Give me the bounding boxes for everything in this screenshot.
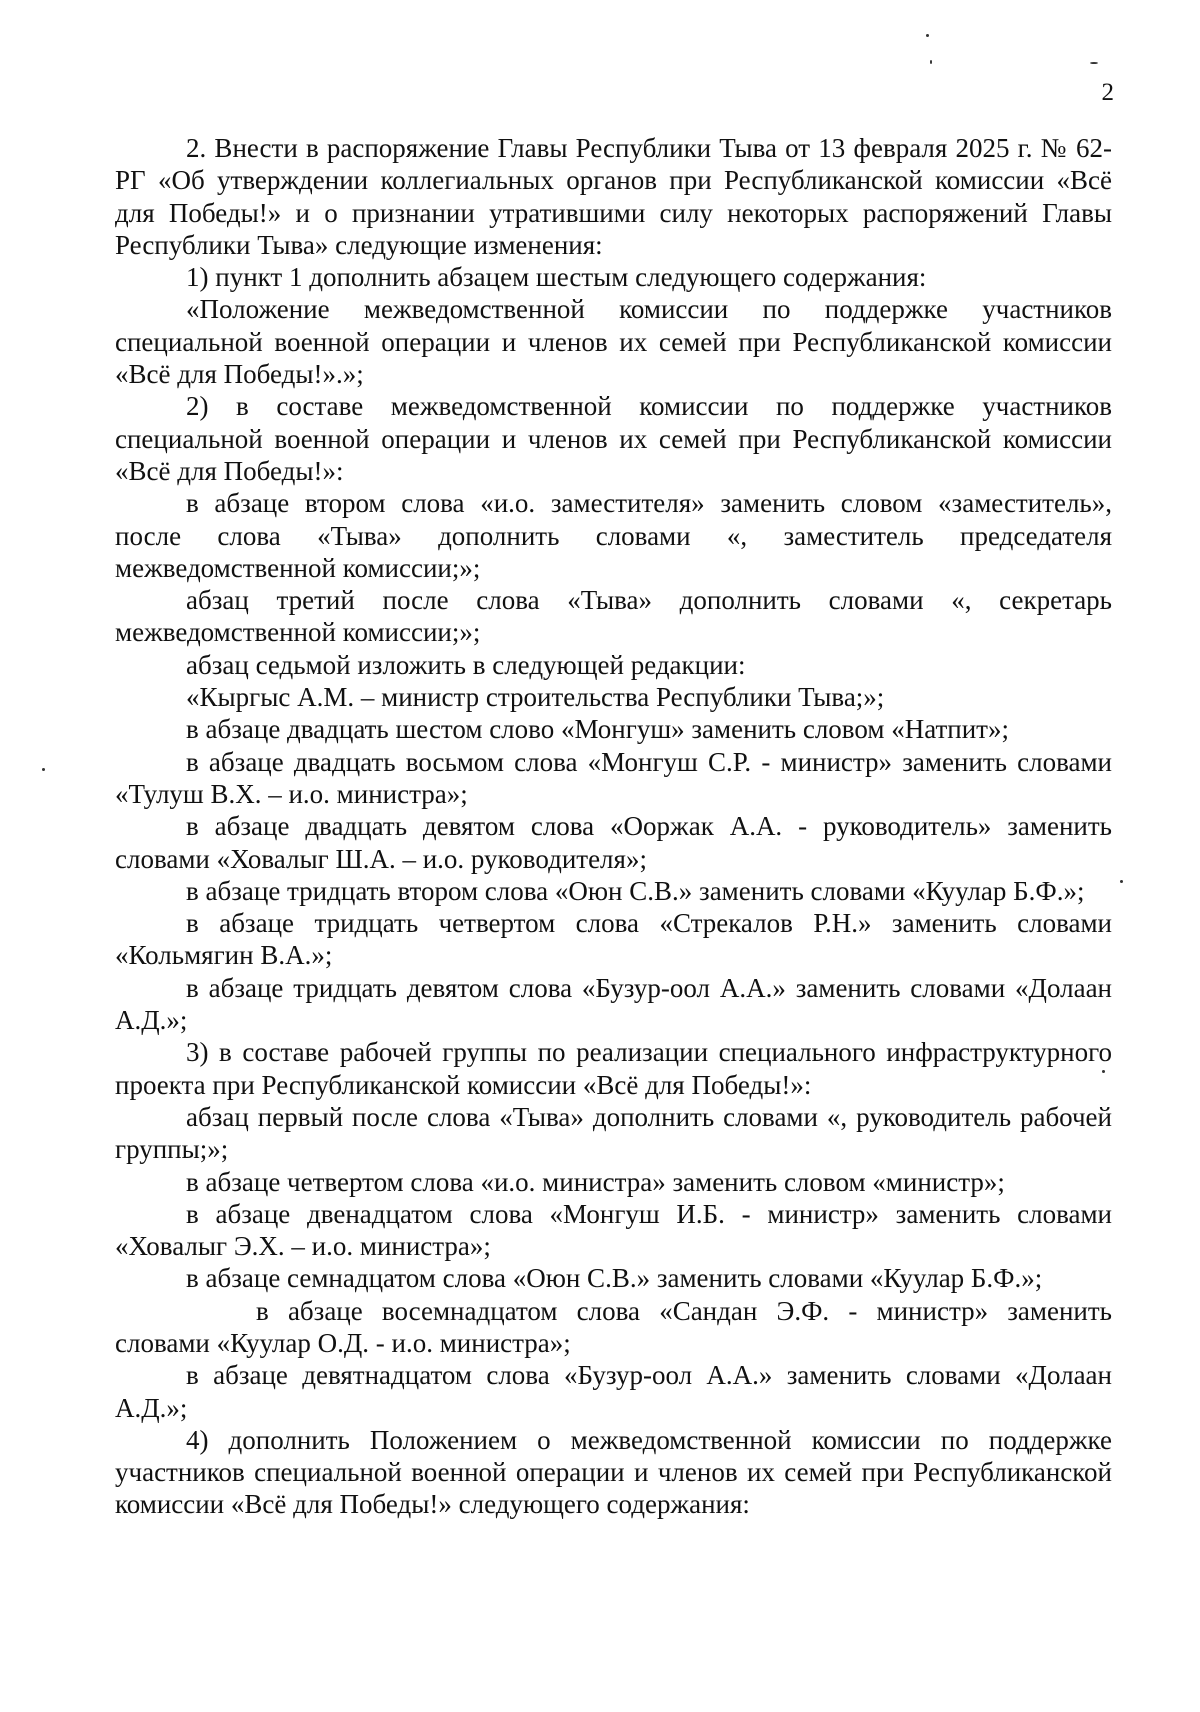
paragraph-subitem-3: 3) в составе рабочей группы по реализации специального инфраструктурного проекта при Республиканской комиссии «Всё для Победы!»: [115,1037,1112,1100]
paragraph-change: абзац третий после слова «Тыва» дополнить словами «, секретарь межведомственной комиссии;»; [115,585,1112,648]
paragraph-change: в абзаце семнадцатом слова «Оюн С.В.» заменить словами «Куулар Б.Ф.»; [186,1263,1043,1294]
paragraph-item-2-amendment: 2. Внести в распоряжение Главы Республики Тыва от 13 февраля 2025 г. № 62-РГ «Об утверждении коллегиальных органов при Республиканской комиссии «Всё для Победы!» и о признании утратившими силу некоторых распоряжений Главы Республики Тыва» следующие изменения: [115,133,1112,260]
paragraph-change: в абзаце двадцать восьмом слова «Монгуш С.Р. - министр» заменить словами «Тулуш В.Х. – и.о. министра»; [115,746,1112,809]
scan-speck [42,768,45,771]
scan-speck [926,34,929,37]
paragraph-change: в абзаце четвертом слова «и.о. министра» заменить словом «министр»; [186,1166,1005,1197]
paragraph-subitem-2: 2) в составе межведомственной комиссии по поддержке участников специальной военной операции и членов их семей при Республиканской комиссии «Всё для Победы!»: [115,391,1112,486]
paragraph-change: в абзаце двадцать шестом слово «Монгуш» заменить словом «Натпит»; [186,714,1009,745]
paragraph-change: «Кыргыс А.М. – министр строительства Республики Тыва;»; [186,682,885,713]
paragraph-change: в абзаце тридцать девятом слова «Бузур-оол А.А.» заменить словами «Долаан А.Д.»; [115,972,1112,1036]
paragraph-change: в абзаце двадцать девятом слова «Ооржак А.А. - руководитель» заменить словами «Ховалыг Ш.А. – и.о. руководителя»; [115,811,1112,874]
page-number: 2 [1101,79,1114,106]
paragraph-change: абзац седьмой изложить в следующей редакции: [186,649,746,680]
paragraph-change: в абзаце двенадцатом слова «Монгуш И.Б. - министр» заменить словами «Ховалыг Э.Х. – и.о. министра»; [115,1198,1112,1262]
scan-speck [1120,880,1123,883]
scan-speck [930,60,932,64]
paragraph-change: в абзаце девятнадцатом слова «Бузур-оол А.А.» заменить словами «Долаан А.Д.»; [115,1360,1112,1423]
paragraph-change: абзац первый после слова «Тыва» дополнить словами «, руководитель рабочей группы;»; [115,1101,1112,1165]
scan-speck [1090,62,1098,64]
paragraph-change: в абзаце втором слова «и.о. заместителя» заменить словом «заместитель», после слова «Тыва» дополнить словами «, заместитель председателя межведомственной комиссии;»; [115,488,1112,583]
paragraph-quoted-regulation: «Положение межведомственной комиссии по поддержке участников специальной военной операции и членов их семей при Республиканской комиссии «Всё для Победы!».»; [115,294,1112,390]
paragraph-subitem-1: 1) пункт 1 дополнить абзацем шестым следующего содержания: [186,262,927,293]
paragraph-change: в абзаце восемнадцатом слова «Сандан Э.Ф. - министр» заменить словами «Куулар О.Д. - и.о. министра»; [115,1295,1112,1358]
paragraph-change: в абзаце тридцать четвертом слова «Стрекалов Р.Н.» заменить словами «Кольмягин В.А.»; [115,908,1112,971]
paragraph-subitem-4: 4) дополнить Положением о межведомственной комиссии по поддержке участников специальной военной операции и членов их семей при Республиканской комиссии «Всё для Победы!» следующего содержания: [115,1424,1112,1520]
document-body [115,132,1112,1521]
paragraph-change: в абзаце тридцать втором слова «Оюн С.В.» заменить словами «Куулар Б.Ф.»; [186,875,1085,906]
